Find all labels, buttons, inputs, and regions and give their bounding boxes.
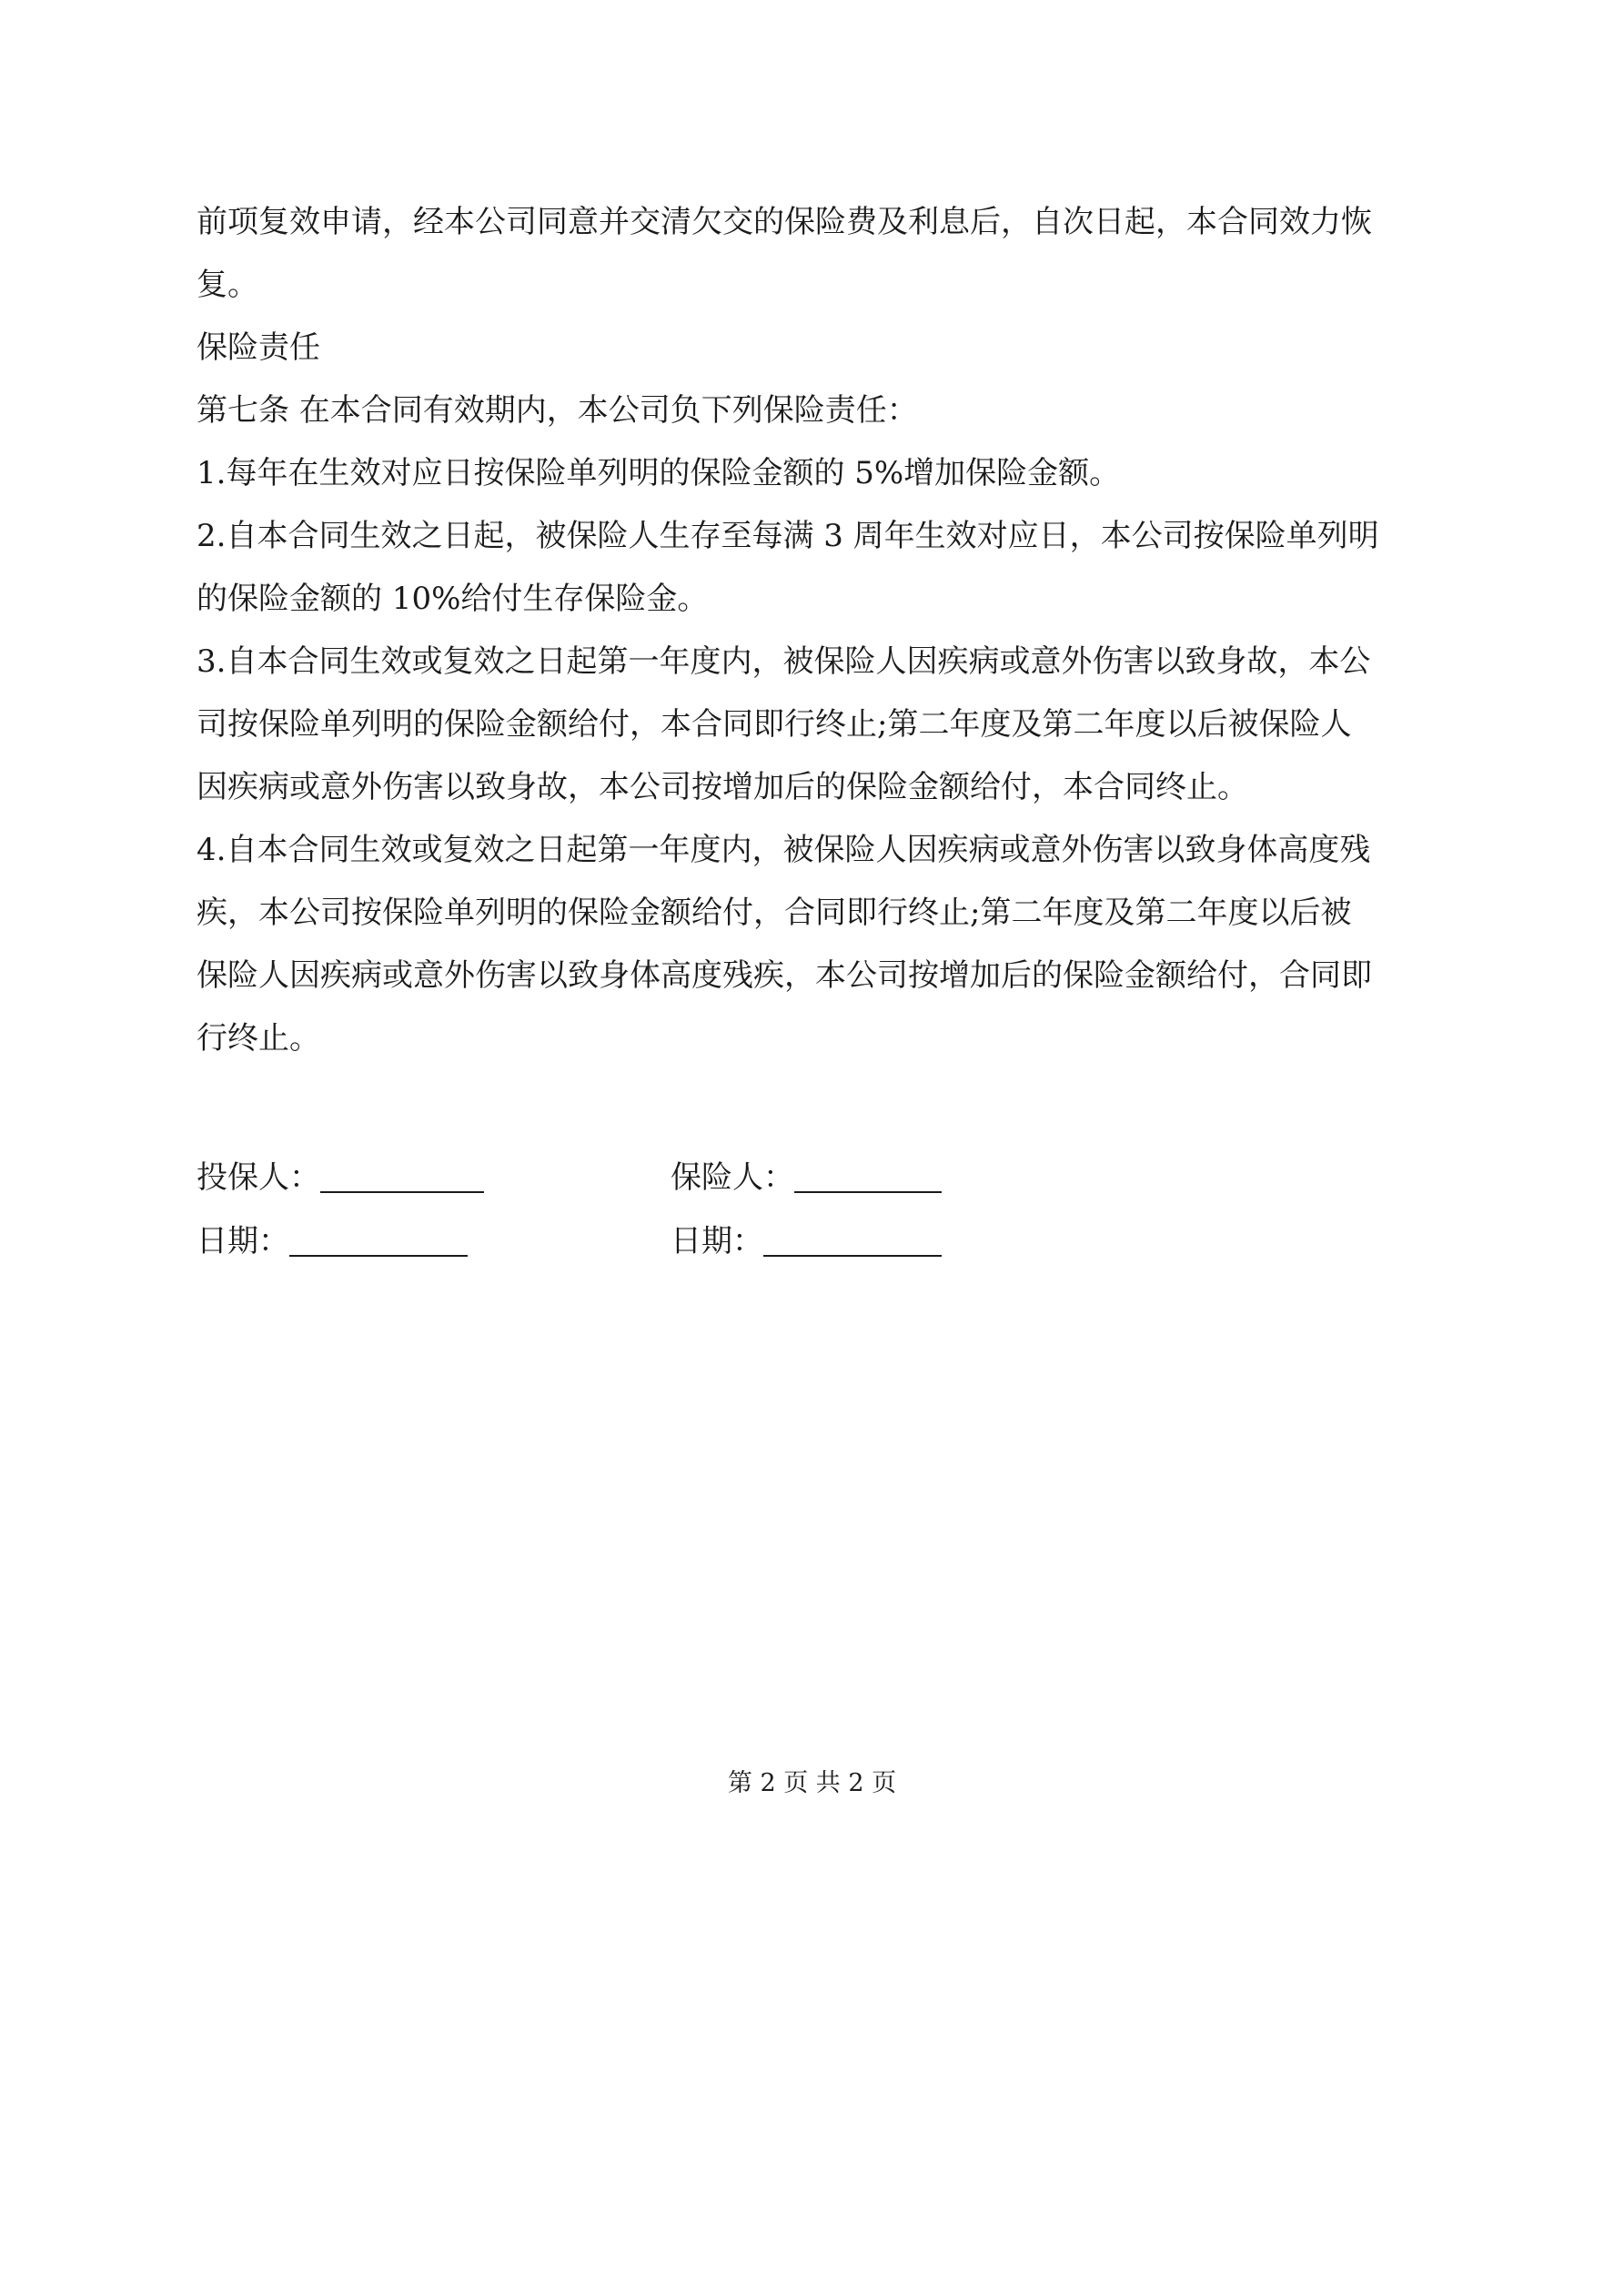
clause-line: 3.自本合同生效或复效之日起第一年度内，被保险人因疾病或意外伤害以致身故，本公	[197, 643, 1371, 680]
policyholder-blank-line	[320, 1160, 484, 1193]
policyholder-signature	[197, 1147, 484, 1209]
insurer-label: 保险人：	[671, 1159, 794, 1196]
clause-line: 因疾病或意外伤害以致身故，本公司按增加后的保险金额给付，本合同终止。	[197, 769, 1248, 805]
clause-line: 行终止。	[197, 1020, 320, 1057]
contract-body	[197, 191, 1434, 1070]
insurer-date	[671, 1210, 942, 1273]
clause-line: 保险人因疾病或意外伤害以致身体高度残疾，本公司按增加后的保险金额给付，合同即	[197, 957, 1372, 994]
clause-line: 疾，本公司按保险单列明的保险金额给付，合同即行终止;第二年度及第二年度以后被	[197, 895, 1352, 931]
insurer-signature	[671, 1147, 942, 1209]
clause-line: 4.自本合同生效或复效之日起第一年度内，被保险人因疾病或意外伤害以致身体高度残	[197, 832, 1371, 868]
date-blank-line-left	[289, 1224, 468, 1257]
policyholder-label: 投保人：	[197, 1159, 320, 1196]
paragraph-line: 复。	[197, 267, 258, 303]
clause-line: 司按保险单列明的保险金额给付，本合同即行终止;第二年度及第二年度以后被保险人	[197, 706, 1352, 743]
paragraph-line: 前项复效申请，经本公司同意并交清欠交的保险费及利息后，自次日起，本合同效力恢	[197, 204, 1372, 240]
date-label-left: 日期：	[197, 1223, 289, 1259]
clause-line: 2.自本合同生效之日起，被保险人生存至每满 3 周年生效对应日，本公司按保险单列明	[197, 518, 1379, 554]
article-heading: 第七条 在本合同有效期内，本公司负下列保险责任：	[197, 392, 918, 429]
clause-line: 的保险金额的 10%给付生存保险金。	[197, 581, 709, 617]
clause-line: 1.每年在生效对应日按保险单列明的保险金额的 5%增加保险金额。	[197, 455, 1121, 491]
section-heading: 保险责任	[197, 329, 320, 366]
page-footer	[0, 1765, 1624, 1802]
date-label-right: 日期：	[671, 1223, 763, 1259]
insurer-blank-line	[794, 1160, 942, 1193]
policyholder-date	[197, 1210, 468, 1273]
date-blank-line-right	[763, 1224, 942, 1257]
page-number: 第 2 页 共 2 页	[727, 1769, 897, 1797]
